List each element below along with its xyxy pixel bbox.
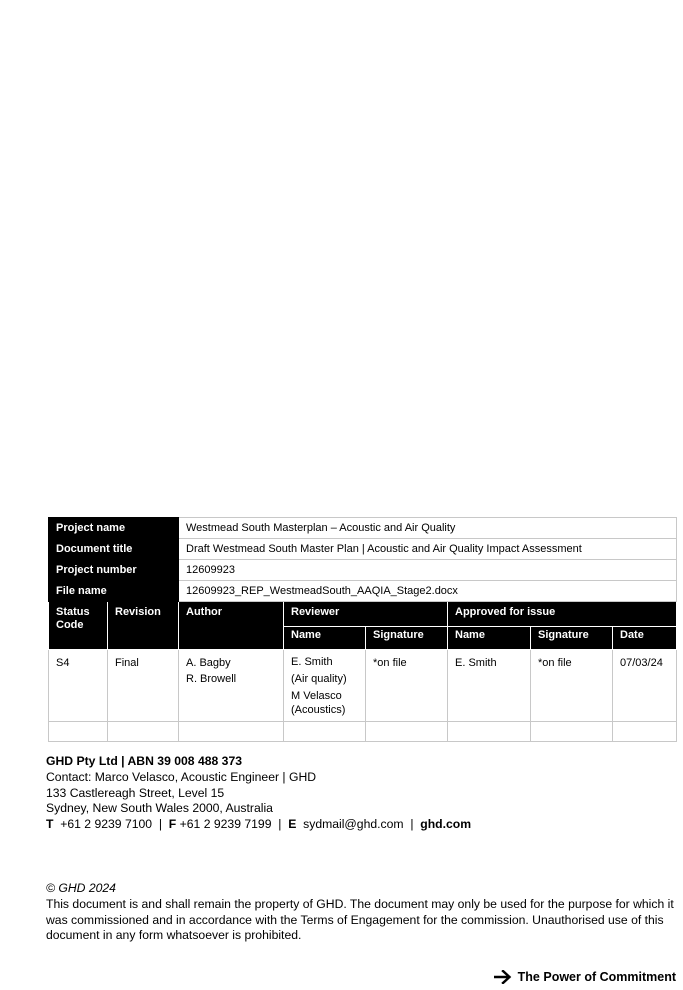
approver-name-cell: E. Smith (448, 650, 531, 722)
author-name: R. Browell (186, 673, 237, 685)
copyright-text: This document is and shall remain the property of GHD. The document may only be used for the purpose for which it was commissioned and in accordance with the Terms of Engagement for the commission. Unauthorised use of this document in any form whatsoever is prohibited. (46, 896, 674, 943)
status-code-cell: S4 (49, 650, 108, 722)
date-cell: 07/03/24 (613, 650, 677, 722)
arrow-right-icon (494, 970, 512, 984)
project-number-label: Project number (49, 560, 179, 581)
table-row (49, 650, 677, 722)
fax-label: F (168, 817, 177, 832)
reviewer-name-header: Name (284, 627, 366, 650)
website-link[interactable]: ghd.com (420, 817, 472, 832)
tagline (494, 970, 676, 984)
phone-number: +61 2 9239 7100 (60, 817, 153, 832)
author-header: Author (179, 602, 284, 650)
approved-header: Approved for issue (448, 602, 677, 627)
file-name-value: 12609923_REP_WestmeadSouth_AAQIA_Stage2.docx (179, 581, 677, 602)
revision-header-row (49, 602, 677, 627)
reviewer-signature-cell: *on file (366, 650, 448, 722)
phone-line: T +61 2 9239 7100 | F +61 2 9239 7199 | E sydmail@ghd.com | ghd.com (46, 817, 472, 832)
file-name-row (49, 581, 677, 602)
reviewer-name: M Velasco (291, 690, 342, 702)
reviewer-name: E. Smith (291, 656, 333, 668)
author-cell (179, 650, 284, 722)
tagline-text: The Power of Commitment (517, 970, 676, 984)
project-number-row (49, 560, 677, 581)
revision-cell: Final (108, 650, 179, 722)
reviewer-header: Reviewer (284, 602, 448, 627)
revision-header: Revision (108, 602, 179, 650)
reviewer-role: (Air quality) (291, 673, 347, 685)
company-line: GHD Pty Ltd | ABN 39 008 488 373 (46, 754, 243, 768)
document-control-table (48, 517, 677, 742)
fax-number: +61 2 9239 7199 (179, 817, 272, 832)
email-label: E (288, 817, 297, 832)
email-link[interactable]: sydmail@ghd.com (303, 817, 404, 832)
document-title-label: Document title (49, 539, 179, 560)
empty-row (49, 722, 677, 742)
file-name-label: File name (49, 581, 179, 602)
status-code-header: Status Code (49, 602, 108, 650)
address-line-2: Sydney, New South Wales 2000, Australia (46, 801, 273, 816)
reviewer-signature-header: Signature (366, 627, 448, 650)
address-line-1: 133 Castlereagh Street, Level 15 (46, 785, 225, 800)
copyright-year: © GHD 2024 (46, 881, 116, 895)
phone-label: T (46, 817, 54, 832)
project-number-value: 12609923 (179, 560, 677, 581)
contact-block (46, 754, 471, 833)
date-header: Date (613, 627, 677, 650)
copyright-block (46, 881, 676, 944)
approver-name-header: Name (448, 627, 531, 650)
approver-signature-cell: *on file (531, 650, 613, 722)
contact-line: Contact: Marco Velasco, Acoustic Engineer | GHD (46, 769, 317, 784)
project-name-label: Project name (49, 518, 179, 539)
document-title-row (49, 539, 677, 560)
project-name-value: Westmead South Masterplan – Acoustic and Air Quality (179, 518, 677, 539)
document-title-value: Draft Westmead South Master Plan | Acoustic and Air Quality Impact Assessment (179, 539, 677, 560)
author-name: A. Bagby (186, 657, 231, 669)
approver-signature-header: Signature (531, 627, 613, 650)
reviewer-name-cell (284, 650, 366, 722)
project-name-row (49, 518, 677, 539)
reviewer-role: (Acoustics) (291, 704, 346, 716)
